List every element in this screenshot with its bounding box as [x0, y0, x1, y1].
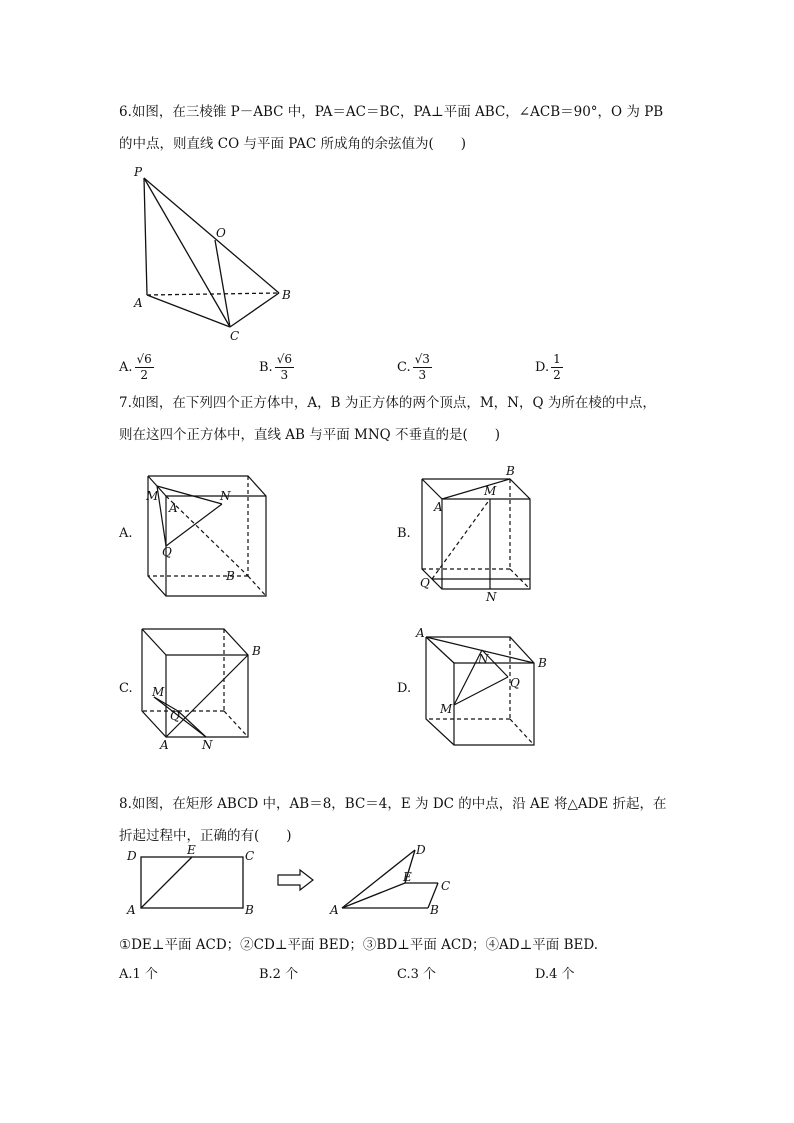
label-b: B [245, 903, 254, 917]
label-c: C [441, 879, 451, 893]
q7-option-d[interactable]: D. [397, 681, 412, 696]
label-q: Q [510, 676, 520, 690]
line-ab-a [166, 496, 248, 576]
label-a: A [434, 500, 443, 514]
label-q: Q [162, 545, 172, 559]
q8-option-a[interactable]: A.1 个 [119, 967, 158, 982]
q7-figure-b [418, 463, 553, 608]
q6-figure [120, 160, 320, 345]
edge-cb [230, 293, 279, 327]
label-q: Q [170, 709, 180, 723]
label-m: M [152, 685, 165, 699]
label-m: M [484, 484, 497, 498]
edge-pa [144, 178, 147, 295]
q7-figure-a [140, 470, 275, 605]
q8-option-d[interactable]: D.4 个 [535, 967, 575, 982]
q8-text-line1: 8.如图，在矩形 ABCD 中，AB＝8，BC＝4，E 为 DC 的中点，沿 AE 将△ADE 折起，在 [119, 796, 667, 812]
label-p: P [134, 165, 143, 179]
rect-abcd [141, 857, 243, 908]
label-b: B [506, 464, 515, 478]
edge-ac [147, 295, 230, 327]
q8-figure-folded [330, 838, 460, 918]
label-q: Q [420, 576, 430, 590]
q7-text-line2: 则在这四个正方体中，直线 AB 与平面 MNQ 不垂直的是( ) [119, 427, 501, 443]
q7-figure-c [140, 625, 270, 755]
label-b: B [430, 903, 439, 917]
label-n: N [486, 590, 497, 604]
label-o: O [216, 226, 226, 240]
line-ae [141, 857, 192, 908]
label-a: A [330, 903, 339, 917]
q8-option-c[interactable]: C.3 个 [397, 967, 437, 982]
label-a: A [134, 296, 143, 310]
label-e: E [187, 843, 196, 857]
label-n: N [478, 652, 489, 666]
label-a: A [160, 738, 169, 752]
q7-option-c[interactable]: C. [119, 681, 133, 696]
q8-statements: ①DE⊥平面 ACD；②CD⊥平面 BED；③BD⊥平面 ACD；④AD⊥平面 BED. [119, 937, 599, 953]
label-m: M [440, 702, 453, 716]
q8-figure-rect [125, 840, 270, 920]
q7-option-b[interactable]: B. [397, 526, 411, 541]
label-n: N [220, 489, 231, 503]
q7-option-a[interactable]: A. [119, 526, 133, 541]
label-d: D [127, 849, 137, 863]
q6-option-c[interactable]: C. $\frac{√3}{3}$ [397, 352, 430, 382]
label-b: B [252, 644, 261, 658]
edge-pb [144, 178, 279, 293]
q6-text-line1: 6.如图，在三棱锥 P－ABC 中，PA＝AC＝BC，PA⊥平面 ABC，∠ACB＝90°，O 为 PB [119, 104, 664, 120]
q7-figure-d [412, 625, 562, 755]
q7-text-line1: 7.如图，在下列四个正方体中，A，B 为正方体的两个顶点，M，N，Q 为所在棱的中点， [119, 395, 656, 411]
q8-option-b[interactable]: B.2 个 [259, 967, 299, 982]
label-a: A [127, 903, 136, 917]
label-b: B [538, 656, 547, 670]
label-m: M [146, 489, 159, 503]
line-ab-c [166, 655, 248, 737]
label-b: B [282, 288, 291, 302]
arrow-icon [276, 868, 316, 892]
label-c: C [230, 329, 240, 343]
q6-option-d[interactable]: D. $\frac{1}{2}$ [535, 352, 561, 382]
line-ab-b [442, 479, 510, 499]
label-b: B [226, 569, 235, 583]
edge-ab-hidden [147, 293, 279, 295]
q6-option-a[interactable]: A. $\frac{√6}{2}$ [119, 352, 152, 382]
label-e: E [403, 870, 412, 884]
q8-text-line2: 折起过程中，正确的有( ) [119, 828, 292, 844]
label-c: C [245, 849, 255, 863]
q6-text-line2: 的中点，则直线 CO 与平面 PAC 所成角的余弦值为( ) [119, 136, 467, 152]
label-n: N [202, 738, 213, 752]
cube-c-outline [142, 629, 248, 737]
q6-option-b[interactable]: B. $\frac{√6}{3}$ [259, 352, 292, 382]
label-a: A [416, 626, 425, 640]
label-d: D [416, 843, 426, 857]
label-a: A [169, 501, 178, 515]
